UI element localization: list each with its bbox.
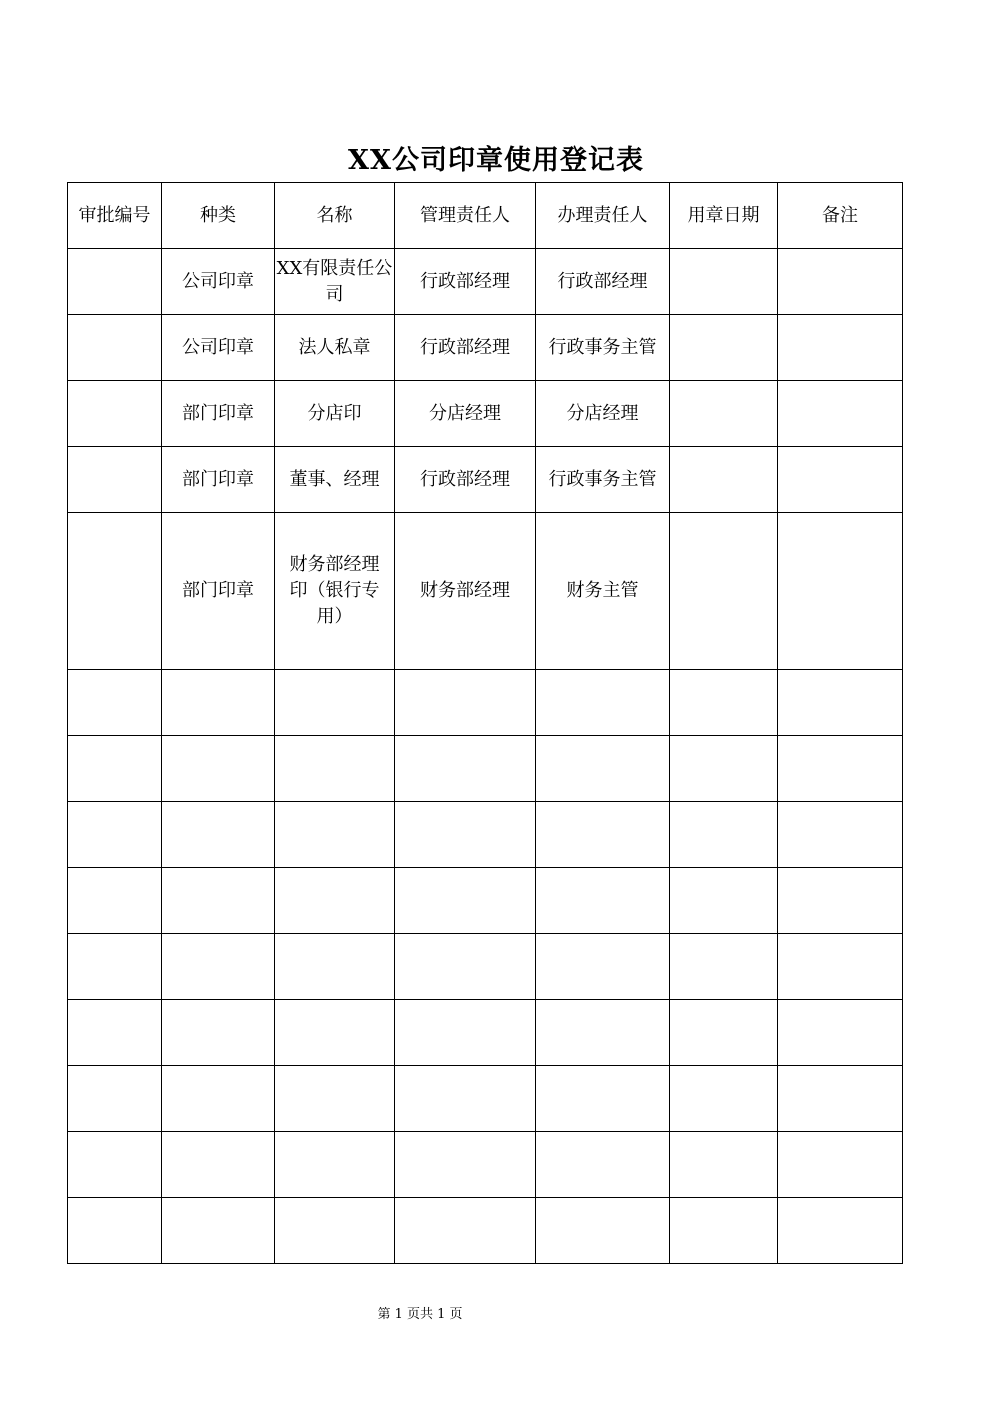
table-cell[interactable] xyxy=(275,670,395,736)
header-manager: 管理责任人 xyxy=(395,183,536,249)
table-row xyxy=(68,736,903,802)
table-row xyxy=(68,315,903,381)
table-cell[interactable] xyxy=(68,736,162,802)
table-cell[interactable] xyxy=(670,1000,778,1066)
table-cell[interactable] xyxy=(68,802,162,868)
table-row xyxy=(68,802,903,868)
table-cell[interactable] xyxy=(395,736,536,802)
table-cell[interactable] xyxy=(670,670,778,736)
table-cell[interactable] xyxy=(275,736,395,802)
table-cell[interactable]: 行政事务主管 xyxy=(536,447,670,513)
header-remarks: 备注 xyxy=(778,183,903,249)
table-cell[interactable] xyxy=(778,802,903,868)
table-cell[interactable] xyxy=(778,1066,903,1132)
table-cell[interactable] xyxy=(536,1198,670,1264)
table-cell[interactable] xyxy=(670,868,778,934)
table-row xyxy=(68,1198,903,1264)
page-title: XX公司印章使用登记表 xyxy=(348,145,644,176)
table-cell[interactable]: 公司印章 xyxy=(162,315,275,381)
table-cell[interactable] xyxy=(670,802,778,868)
table-cell[interactable] xyxy=(395,802,536,868)
table-row xyxy=(68,447,903,513)
table-cell[interactable] xyxy=(162,1132,275,1198)
table-cell[interactable] xyxy=(536,934,670,1000)
table-cell[interactable] xyxy=(395,934,536,1000)
table-cell[interactable] xyxy=(68,315,162,381)
table-cell[interactable] xyxy=(68,513,162,670)
table-cell[interactable] xyxy=(670,315,778,381)
table-cell[interactable] xyxy=(275,1198,395,1264)
table-cell[interactable] xyxy=(778,868,903,934)
table-cell[interactable] xyxy=(778,513,903,670)
table-cell[interactable] xyxy=(778,1132,903,1198)
table-cell[interactable] xyxy=(395,1198,536,1264)
table-cell[interactable] xyxy=(68,1198,162,1264)
table-cell[interactable]: 财务部经理印（银行专用） xyxy=(275,513,395,670)
table-cell[interactable] xyxy=(778,736,903,802)
table-cell[interactable]: 行政部经理 xyxy=(536,249,670,315)
table-cell[interactable]: 财务主管 xyxy=(536,513,670,670)
table-cell[interactable] xyxy=(162,1000,275,1066)
table-row xyxy=(68,1132,903,1198)
table-cell[interactable] xyxy=(68,249,162,315)
seal-register-table xyxy=(67,182,903,1264)
table-cell[interactable] xyxy=(275,868,395,934)
table-cell[interactable] xyxy=(162,868,275,934)
table-row xyxy=(68,670,903,736)
table-cell[interactable] xyxy=(275,934,395,1000)
table-cell[interactable] xyxy=(536,1000,670,1066)
table-cell[interactable] xyxy=(395,1066,536,1132)
table-cell[interactable] xyxy=(68,934,162,1000)
table-cell[interactable] xyxy=(68,1132,162,1198)
table-cell[interactable] xyxy=(536,868,670,934)
table-cell[interactable] xyxy=(778,381,903,447)
table-cell[interactable] xyxy=(778,1000,903,1066)
header-name: 名称 xyxy=(275,183,395,249)
table-cell[interactable] xyxy=(275,802,395,868)
table-cell[interactable] xyxy=(395,1132,536,1198)
table-cell[interactable]: 行政事务主管 xyxy=(536,315,670,381)
table-cell[interactable] xyxy=(68,1000,162,1066)
table-cell[interactable]: 财务部经理 xyxy=(395,513,536,670)
header-approval-no: 审批编号 xyxy=(68,183,162,249)
table-cell[interactable]: 公司印章 xyxy=(162,249,275,315)
table-cell[interactable] xyxy=(778,670,903,736)
table-cell[interactable] xyxy=(670,513,778,670)
table-cell[interactable]: 行政部经理 xyxy=(395,315,536,381)
table-row xyxy=(68,249,903,315)
table-cell[interactable] xyxy=(395,670,536,736)
table-cell[interactable] xyxy=(275,1132,395,1198)
table-cell[interactable] xyxy=(670,249,778,315)
table-cell[interactable]: 分店经理 xyxy=(536,381,670,447)
table-cell[interactable] xyxy=(68,868,162,934)
table-cell[interactable]: 法人私章 xyxy=(275,315,395,381)
table-cell[interactable] xyxy=(536,1132,670,1198)
table-cell[interactable] xyxy=(536,1066,670,1132)
table-cell[interactable] xyxy=(778,447,903,513)
table-cell[interactable] xyxy=(670,934,778,1000)
table-header-row xyxy=(68,183,903,249)
table-cell[interactable] xyxy=(68,670,162,736)
table-cell[interactable] xyxy=(670,1198,778,1264)
table-cell[interactable] xyxy=(68,447,162,513)
table-row xyxy=(68,1000,903,1066)
table-cell[interactable] xyxy=(68,1066,162,1132)
table-cell[interactable] xyxy=(536,736,670,802)
table-row xyxy=(68,934,903,1000)
header-type: 种类 xyxy=(162,183,275,249)
table-cell[interactable]: 行政部经理 xyxy=(395,249,536,315)
header-date: 用章日期 xyxy=(670,183,778,249)
table-cell[interactable] xyxy=(670,381,778,447)
table-cell[interactable] xyxy=(778,1198,903,1264)
table-cell[interactable] xyxy=(670,1066,778,1132)
table-cell[interactable]: XX有限责任公司 xyxy=(275,249,395,315)
page-footer: 第 1 页共 1 页 xyxy=(377,1307,463,1322)
table-cell[interactable]: 行政部经理 xyxy=(395,447,536,513)
table-row xyxy=(68,868,903,934)
table-cell[interactable] xyxy=(536,670,670,736)
table-cell[interactable] xyxy=(395,868,536,934)
table-cell[interactable] xyxy=(162,736,275,802)
table-cell[interactable] xyxy=(275,1000,395,1066)
table-cell[interactable] xyxy=(778,934,903,1000)
table-cell[interactable] xyxy=(670,1132,778,1198)
table-row xyxy=(68,513,903,670)
table-cell[interactable]: 部门印章 xyxy=(162,381,275,447)
table-cell[interactable] xyxy=(670,736,778,802)
table-cell[interactable] xyxy=(778,249,903,315)
table-row xyxy=(68,1066,903,1132)
table-cell[interactable] xyxy=(162,670,275,736)
table-cell[interactable]: 部门印章 xyxy=(162,447,275,513)
table-cell[interactable]: 分店经理 xyxy=(395,381,536,447)
table-cell[interactable] xyxy=(395,1000,536,1066)
table-cell[interactable] xyxy=(162,1066,275,1132)
table-cell[interactable] xyxy=(162,934,275,1000)
table-cell[interactable] xyxy=(778,315,903,381)
table-cell[interactable]: 部门印章 xyxy=(162,513,275,670)
table-cell[interactable] xyxy=(68,381,162,447)
table-cell[interactable]: 董事、经理 xyxy=(275,447,395,513)
table-cell[interactable] xyxy=(670,447,778,513)
table-cell[interactable] xyxy=(275,1066,395,1132)
table-row xyxy=(68,381,903,447)
table-cell[interactable]: 分店印 xyxy=(275,381,395,447)
table-cell[interactable] xyxy=(162,1198,275,1264)
table-cell[interactable] xyxy=(536,802,670,868)
header-handler: 办理责任人 xyxy=(536,183,670,249)
table-cell[interactable] xyxy=(162,802,275,868)
